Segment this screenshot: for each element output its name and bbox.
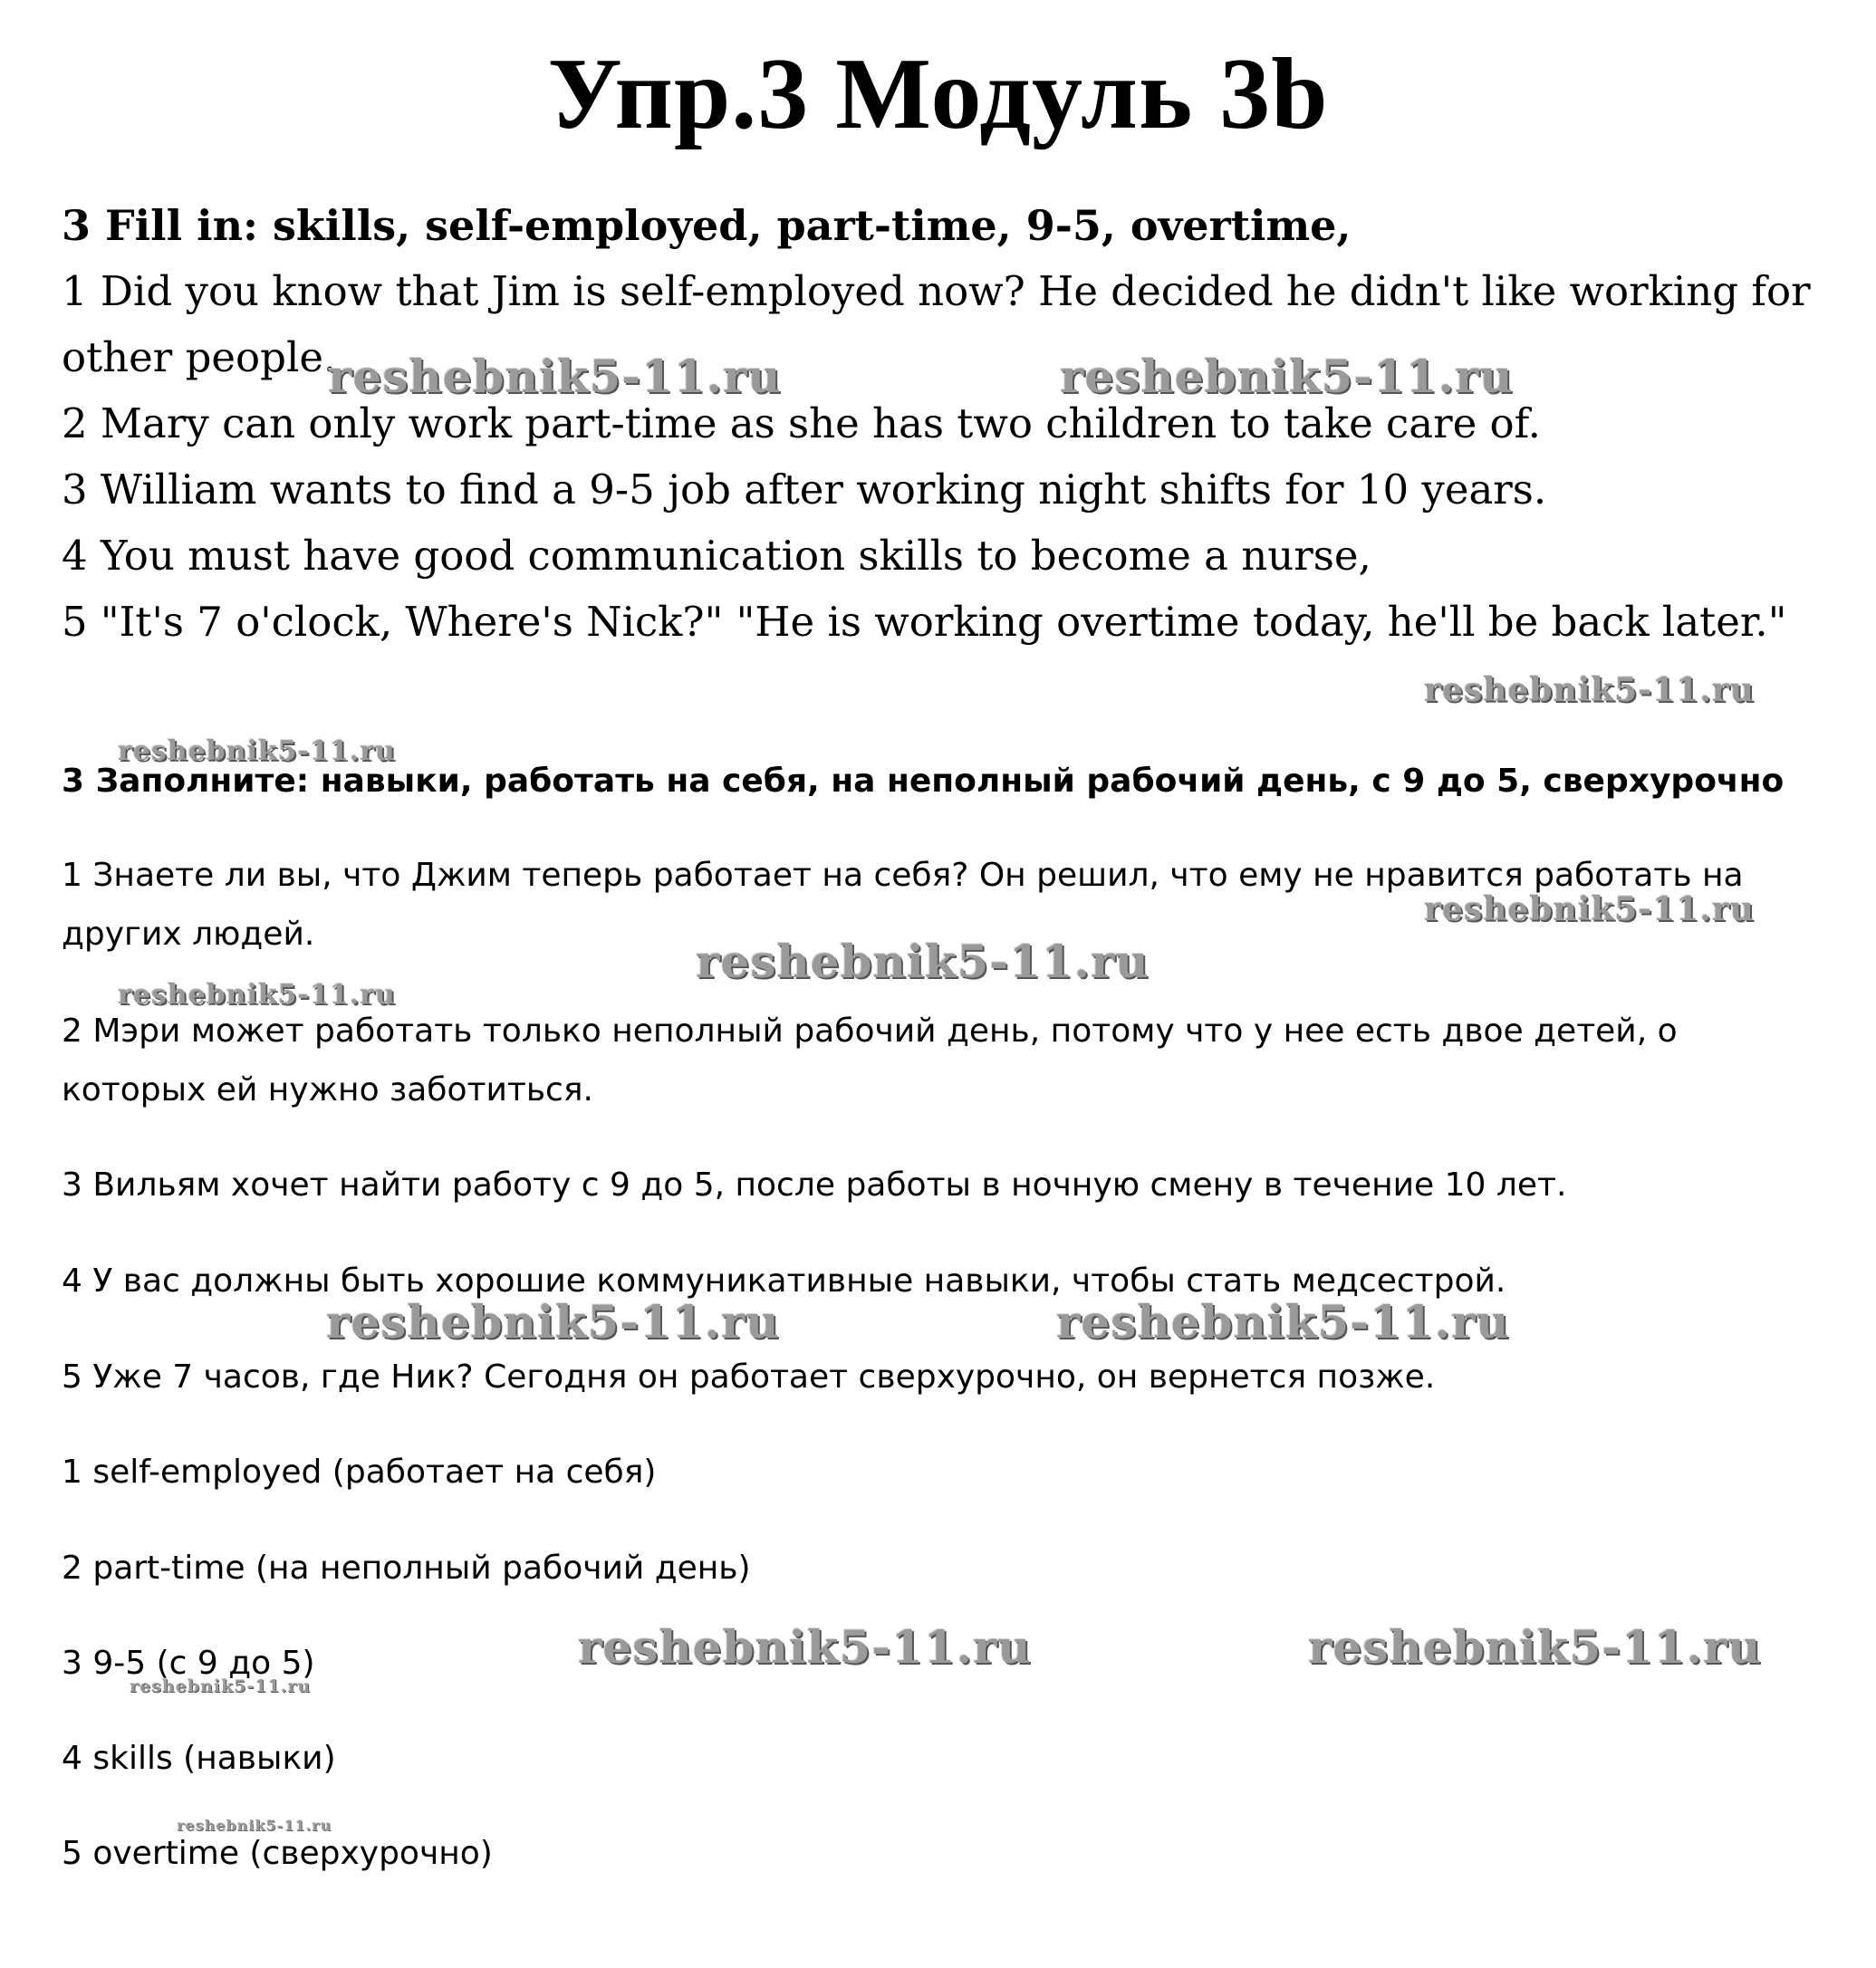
watermark: reshebnik5-11.ru bbox=[1056, 1295, 1510, 1349]
answer-3: 3 9-5 (с 9 до 5) bbox=[62, 1645, 315, 1682]
watermark: reshebnik5-11.ru bbox=[328, 350, 782, 403]
watermark: reshebnik5-11.ru bbox=[1424, 671, 1755, 709]
russian-line-4: 4 У вас должны быть хорошие коммуникативные навыки, чтобы стать медсестрой. bbox=[62, 1262, 1506, 1300]
watermark: reshebnik5-11.ru bbox=[130, 1676, 312, 1696]
english-line-1a: 1 Did you know that Jim is self-employed now? He decided he didn't like working for bbox=[62, 267, 1811, 315]
watermark: reshebnik5-11.ru bbox=[1060, 350, 1514, 403]
watermark: reshebnik5-11.ru bbox=[177, 1817, 332, 1834]
english-line-4: 4 You must have good communication skills to become a nurse, bbox=[62, 532, 1371, 580]
russian-line-1b: других людей. bbox=[62, 916, 315, 953]
watermark: reshebnik5-11.ru bbox=[1424, 890, 1755, 928]
russian-heading: 3 Заполните: навыки, работать на себя, на неполный рабочий день, с 9 до 5, сверхурочно bbox=[62, 763, 1785, 800]
russian-line-2b: которых ей нужно заботиться. bbox=[62, 1071, 593, 1109]
russian-line-1a: 1 Знаете ли вы, что Джим теперь работает на себя? Он решил, что ему не нравится работать на bbox=[62, 857, 1744, 894]
watermark: reshebnik5-11.ru bbox=[578, 1620, 1032, 1674]
watermark: reshebnik5-11.ru bbox=[118, 735, 396, 767]
russian-line-2a: 2 Мэри может работать только неполный рабочий день, потому что у нее есть двое детей, о bbox=[62, 1013, 1678, 1050]
english-line-2: 2 Mary can only work part-time as she has two children to take care of. bbox=[62, 399, 1541, 447]
watermark: reshebnik5-11.ru bbox=[696, 935, 1150, 988]
watermark: reshebnik5-11.ru bbox=[118, 979, 396, 1011]
russian-line-3: 3 Вильям хочет найти работу с 9 до 5, после работы в ночную смену в течение 10 лет. bbox=[62, 1166, 1567, 1204]
watermark: reshebnik5-11.ru bbox=[1308, 1620, 1762, 1674]
english-line-3: 3 William wants to find a 9-5 job after working night shifts for 10 years. bbox=[62, 466, 1547, 514]
watermark: reshebnik5-11.ru bbox=[326, 1295, 780, 1349]
answer-2: 2 part-time (на неполный рабочий день) bbox=[62, 1550, 751, 1587]
answer-1: 1 self-employed (работает на себя) bbox=[62, 1454, 657, 1491]
russian-line-5: 5 Уже 7 часов, где Ник? Сегодня он работает сверхурочно, он вернется позже. bbox=[62, 1358, 1436, 1396]
page-title: Упр.3 Модуль 3b bbox=[547, 38, 1329, 150]
answer-5: 5 overtime (сверхурочно) bbox=[62, 1835, 493, 1872]
english-heading: 3 Fill in: skills, self-employed, part-time, 9-5, overtime, bbox=[62, 201, 1352, 250]
english-line-5: 5 "It's 7 o'clock, Where's Nick?" "He is working overtime today, he'll be back later." bbox=[62, 598, 1787, 646]
english-line-1b: other people. bbox=[62, 333, 337, 381]
answer-4: 4 skills (навыки) bbox=[62, 1740, 336, 1777]
